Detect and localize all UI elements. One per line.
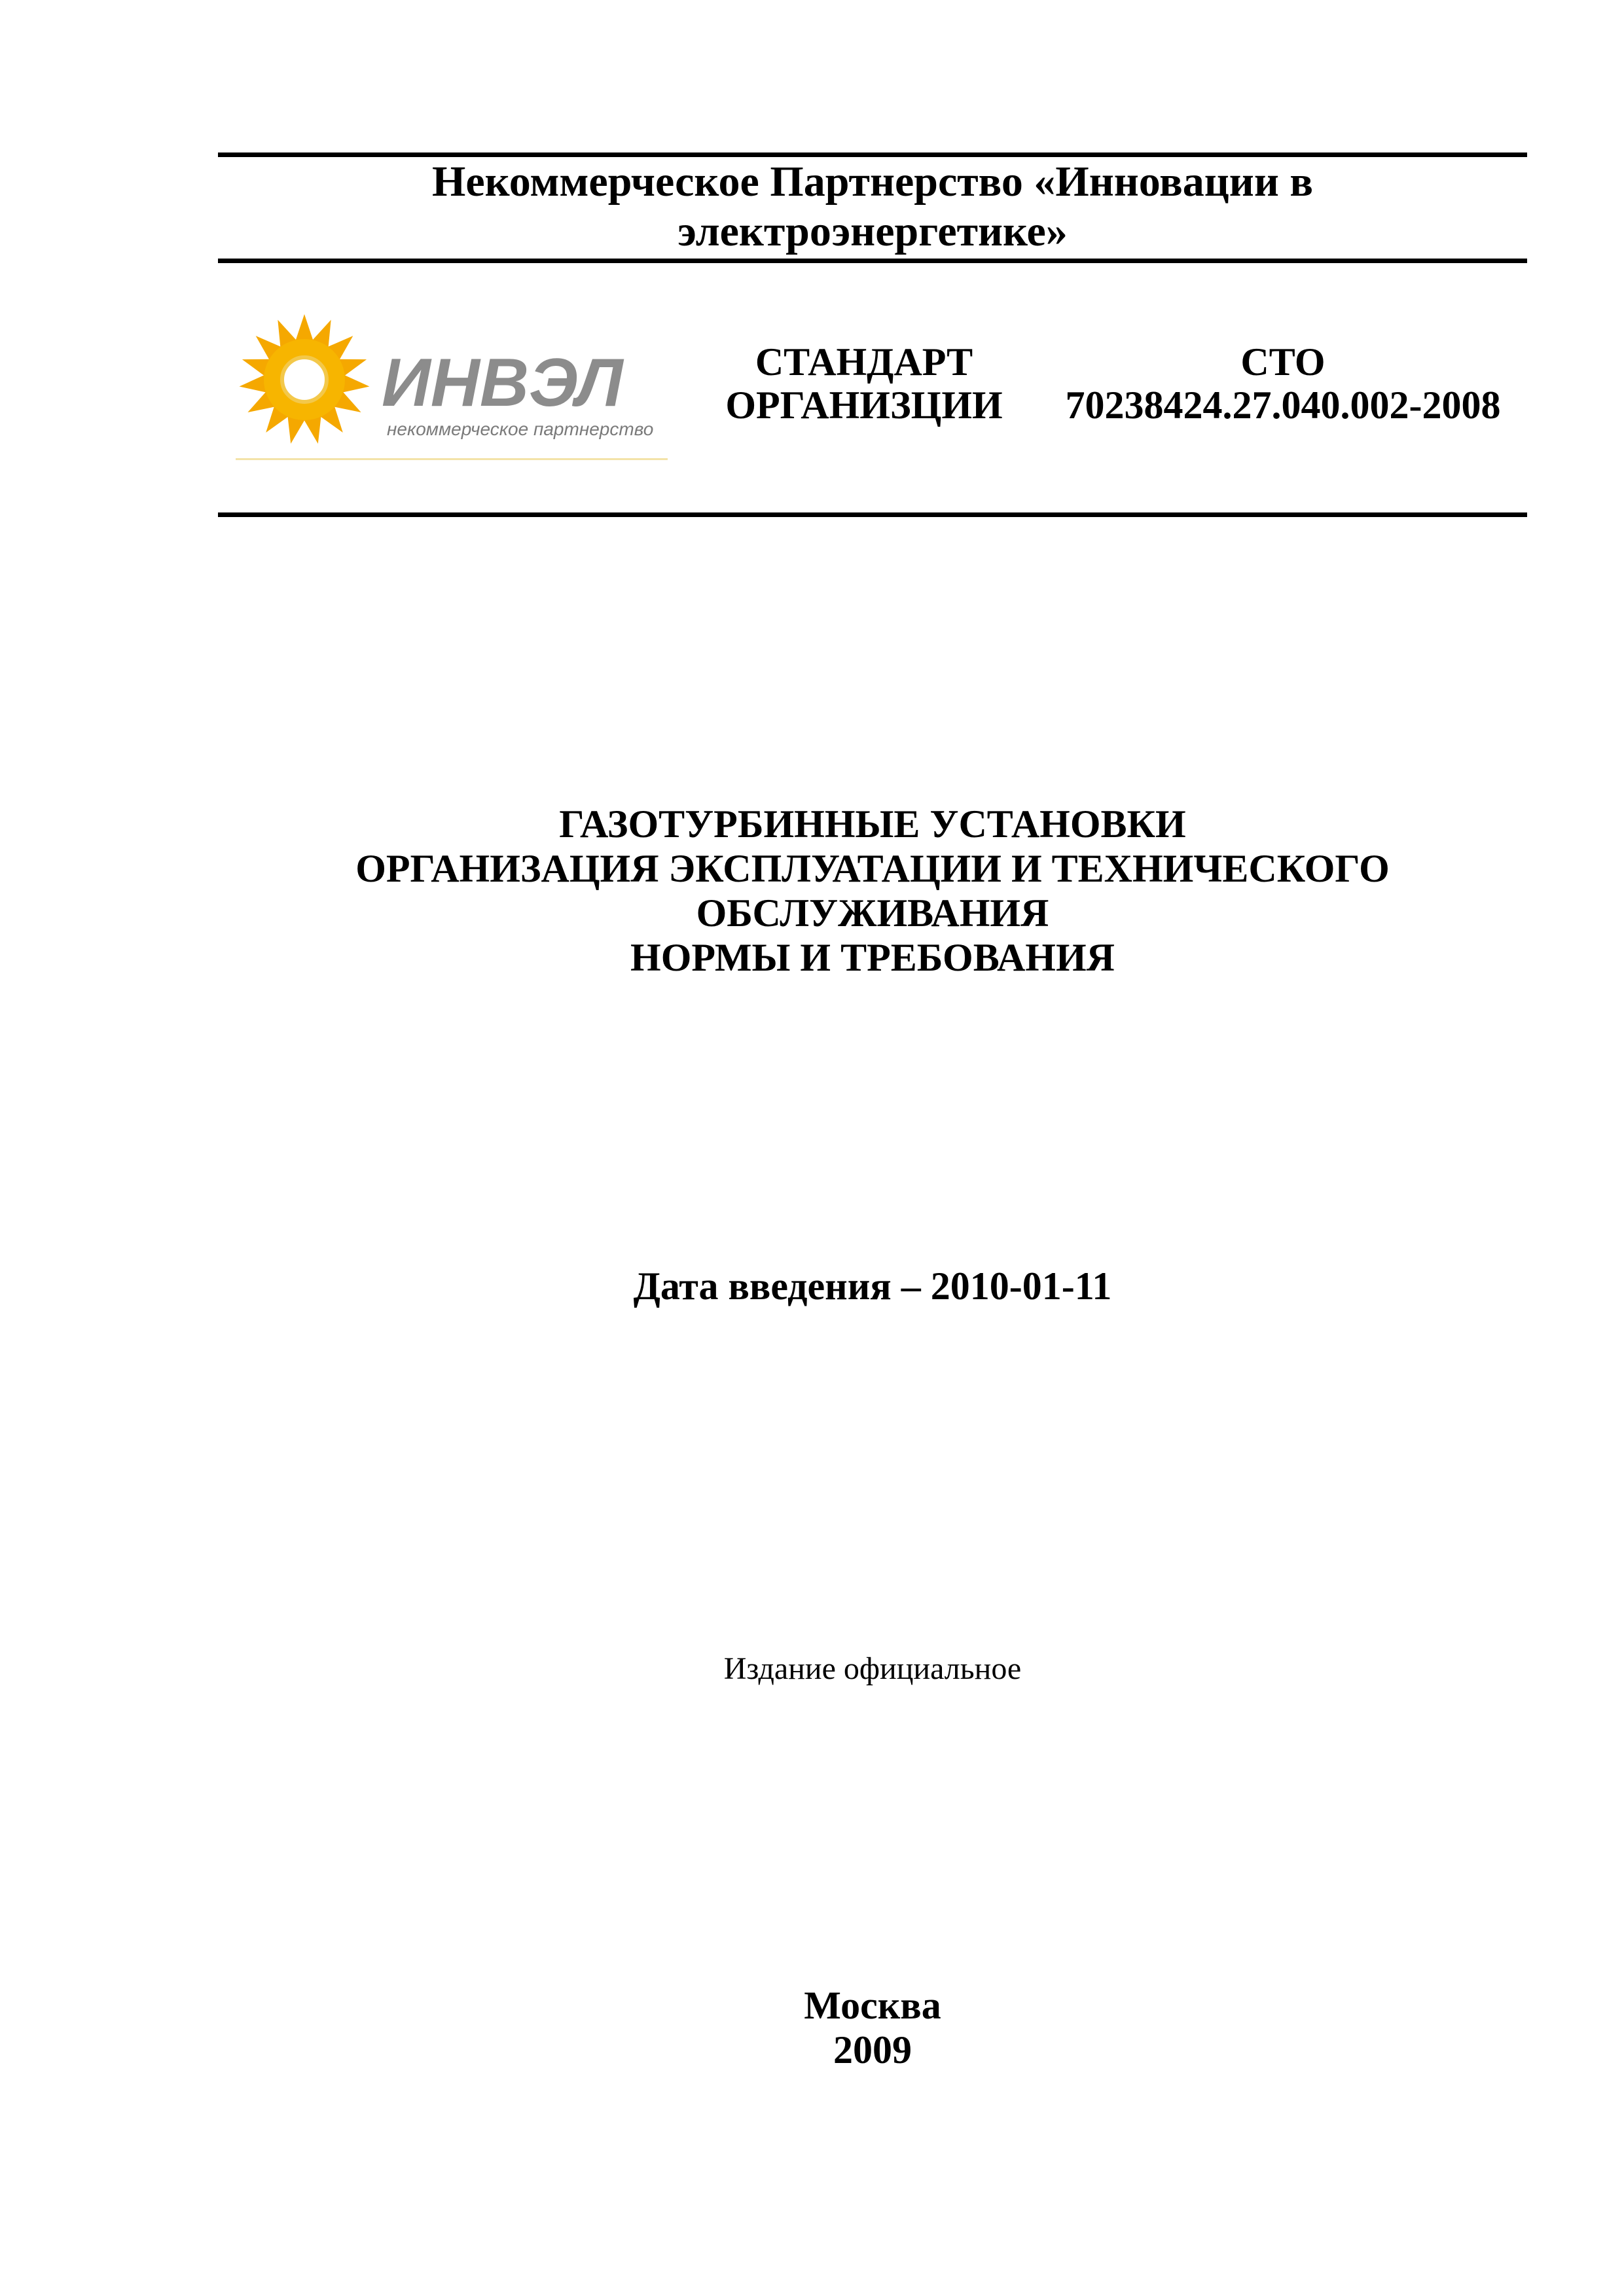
document-title-line-2: ОРГАНИЗАЦИЯ ЭКСПЛУАТАЦИИ И ТЕХНИЧЕСКОГО [355,847,1390,890]
standard-label [694,340,1034,427]
standard-label-line-2: ОРГАНИЗЦИИ [725,384,1003,427]
invel-logo [232,308,677,465]
standard-code [1047,340,1519,427]
standard-bottom-rule [218,512,1527,517]
header-bottom-rule [218,259,1527,263]
organization-title [218,157,1527,257]
document-title [218,802,1527,980]
introduction-date: Дата введения – 2010-01-11 [633,1265,1112,1308]
standard-label-line-1: СТАНДАРТ [755,340,973,384]
document-title-line-3: ОБСЛУЖИВАНИЯ [696,891,1049,935]
document-title-line-4: НОРМЫ И ТРЕБОВАНИЯ [630,936,1115,979]
logo-tagline: некоммерческое партнерство [387,419,654,439]
organization-title-line-2: электроэнергетике» [677,207,1068,255]
document-title-line-1: ГАЗОТУРБИННЫЕ УСТАНОВКИ [559,802,1186,846]
edition-note: Издание официальное [723,1651,1022,1686]
publication-city: Москва [804,1984,941,2027]
standard-code-line-1: СТО [1240,340,1326,384]
sun-logo-icon [232,308,677,465]
logo-underline [236,458,668,460]
top-rule [218,152,1527,157]
publication-year: 2009 [833,2028,912,2072]
organization-title-line-1: Некоммерческое Партнерство «Инновации в [431,158,1313,206]
logo-wordmark: ИНВЭЛ [382,345,623,421]
standard-code-line-2: 70238424.27.040.002-2008 [1065,384,1501,427]
